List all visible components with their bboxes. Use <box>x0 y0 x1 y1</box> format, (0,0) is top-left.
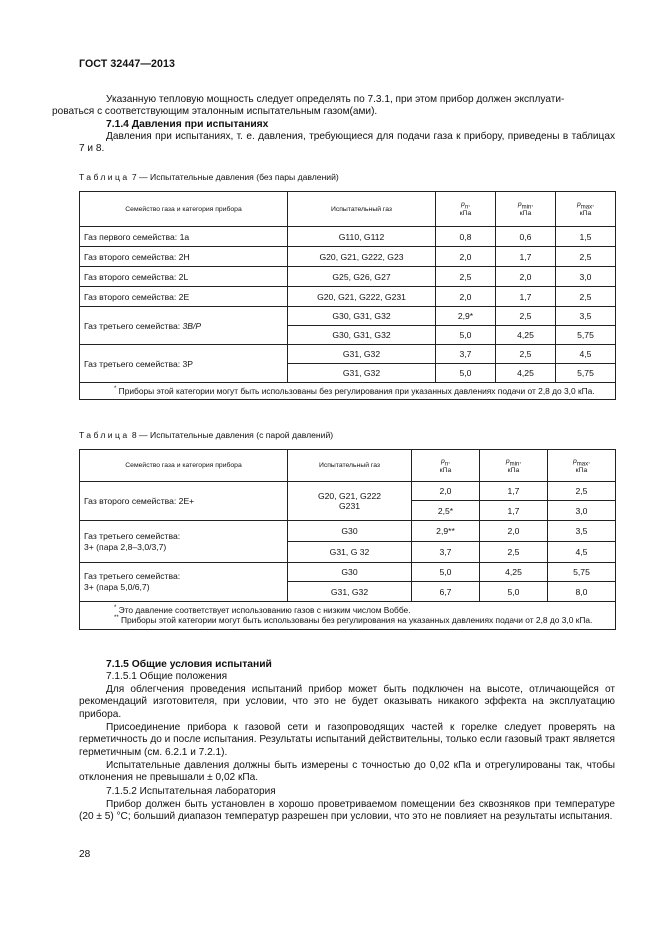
table-7-header-row <box>80 192 616 227</box>
table-7-header-pmin: $p_{min}$, кПа <box>496 192 556 227</box>
table-row: Газ третьего семейства: 3P G31, G32 3,7 2,5 4,5 <box>80 345 616 364</box>
section-7-1-5-1-paragraph-2: Присоединение прибора к газовой сети и газопроводящих частей к горелке следует проверять на герметичность до и после испытания. Результаты испытаний действительны, только если газовый тракт является герметичным (см. 6.2.1 и 7.2.1). <box>79 722 615 758</box>
section-7-1-5-1-title: 7.1.5.1 Общие положения <box>106 671 228 682</box>
table-7-caption-text: 7 — Испытательные давления (без пары давлений) <box>129 172 339 182</box>
table-8-row2-family: Газ третьего семейства: 3+ (пара 2,8–3,0/3,7) <box>80 521 288 563</box>
table-row: G31, G32 5,0 4,25 5,75 <box>80 364 616 383</box>
section-7-1-4-paragraph: Давления при испытаниях, т. е. давления, требующиеся для подачи газа к прибору, приведены в таблицах 7 и 8. <box>79 131 615 155</box>
table-7-caption <box>79 172 339 183</box>
table-row: Газ третьего семейства: 3+ (пара 2,8–3,0/3,7) G30 2,9** 2,0 3,5 <box>80 521 616 542</box>
table-row: G31, G32 6,7 5,0 8,0 <box>80 582 616 602</box>
page-number: 28 <box>79 849 91 860</box>
table-7-header-gas: Испытательный газ <box>288 192 436 227</box>
table-row: Газ второго семейства: 2L G25, G26, G27 2,5 2,0 3,0 <box>80 267 616 287</box>
table-7-caption-word: Таблица <box>79 172 130 182</box>
section-7-1-5-2-paragraph: Прибор должен быть установлен в хорошо проветриваемом помещении без сквозняков при температуре (20 ± 5) °С; больший диапазон температур разрешен при условии, что это не повлияет на результаты испытания. <box>79 799 615 823</box>
table-7-header-pn: $p_n$, кПа <box>436 192 496 227</box>
table-row: Газ второго семейства: 2H G20, G21, G222, G23 2,0 1,7 2,5 <box>80 247 616 267</box>
standard-header: ГОСТ 32447—2013 <box>79 58 176 70</box>
table-8-row1-gas: G20, G21, G222 G231 <box>288 482 412 521</box>
intro-line-2: роваться с соответствующим эталонным испытательным газом(ами). <box>52 106 378 118</box>
section-7-1-5-1-paragraph-1: Для облегчения проведения испытаний прибор может быть подключен на высоте, отличающейся от рекомендаций изготовителя, при условии, что это не будет оказывать никакого эффекта на эксплуатацию прибора. <box>79 684 615 720</box>
table-8-caption-text: 8 — Испытательные давления (с парой давлений) <box>129 430 334 440</box>
table-7 <box>79 191 616 400</box>
intro-line-1: Указанную тепловую мощность следует определять по 7.3.1, при этом прибор должен эксплуати- <box>106 94 565 105</box>
table-8-header-pmax: $p_{max}$, кПа <box>548 450 616 482</box>
table-row: Газ третьего семейства: 3+ (пара 5,0/6,7) G30 5,0 4,25 5,75 <box>80 563 616 582</box>
table-8-caption <box>79 430 333 441</box>
table-row: G31, G 32 3,7 2,5 4,5 <box>80 542 616 563</box>
table-8-header-pmin: $p_{min}$, кПа <box>480 450 548 482</box>
table-row: Газ второго семейства: 2E+ G20, G21, G222 G231 2,0 1,7 2,5 <box>80 482 616 501</box>
table-8-footnote-row <box>80 602 616 630</box>
table-row: 2,5* 1,7 3,0 <box>80 501 616 521</box>
table-row: Газ второго семейства: 2E G20, G21, G222, G231 2,0 1,7 2,5 <box>80 287 616 307</box>
table-row: Газ третьего семейства: 3B/P G30, G31, G32 2,9* 2,5 3,5 <box>80 307 616 326</box>
section-7-1-5-2-title: 7.1.5.2 Испытательная лаборатория <box>106 786 276 797</box>
table-8-header-row <box>80 450 616 482</box>
table-8-row3-family: Газ третьего семейства: 3+ (пара 5,0/6,7) <box>80 563 288 602</box>
table-8-header-family: Семейство газа и категория прибора <box>80 450 288 482</box>
table-8-caption-word: Таблица <box>79 430 130 440</box>
section-7-1-5-title: 7.1.5 Общие условия испытаний <box>106 659 272 670</box>
section-7-1-5-1-paragraph-3: Испытательные давления должны быть измерены с точностью до 0,02 кПа и отрегулированы так, чтобы отклонения не превышали ± 0,02 кПа. <box>79 760 615 784</box>
table-7-footnote: * Приборы этой категории могут быть использованы без регулирования при указанных давлениях подачи от 2,8 до 3,0 кПа. <box>80 383 616 400</box>
intro-paragraph <box>52 94 615 119</box>
table-8-footnote: * Это давление соответствует использованию газов с низким числом Воббе. ** Приборы этой категории могут быть использованы без регулирования на указанных давлениях подачи от 2,8 до 3,0 кПа. <box>80 602 616 630</box>
table-7-row5-family: Газ третьего семейства: 3B/P <box>80 307 288 345</box>
table-8-header-pn: $p_n$, кПа <box>412 450 480 482</box>
table-row: G30, G31, G32 5,0 4,25 5,75 <box>80 326 616 345</box>
section-7-1-4-title: 7.1.4 Давления при испытаниях <box>106 119 269 130</box>
table-row: Газ первого семейства: 1а G110, G112 0,8 0,6 1,5 <box>80 227 616 247</box>
table-8 <box>79 449 616 630</box>
table-7-header-pmax: $p_{max}$, кПа <box>556 192 616 227</box>
table-7-header-family: Семейство газа и категория прибора <box>80 192 288 227</box>
table-7-footnote-row <box>80 383 616 400</box>
table-8-header-gas: Испытательный газ <box>288 450 412 482</box>
